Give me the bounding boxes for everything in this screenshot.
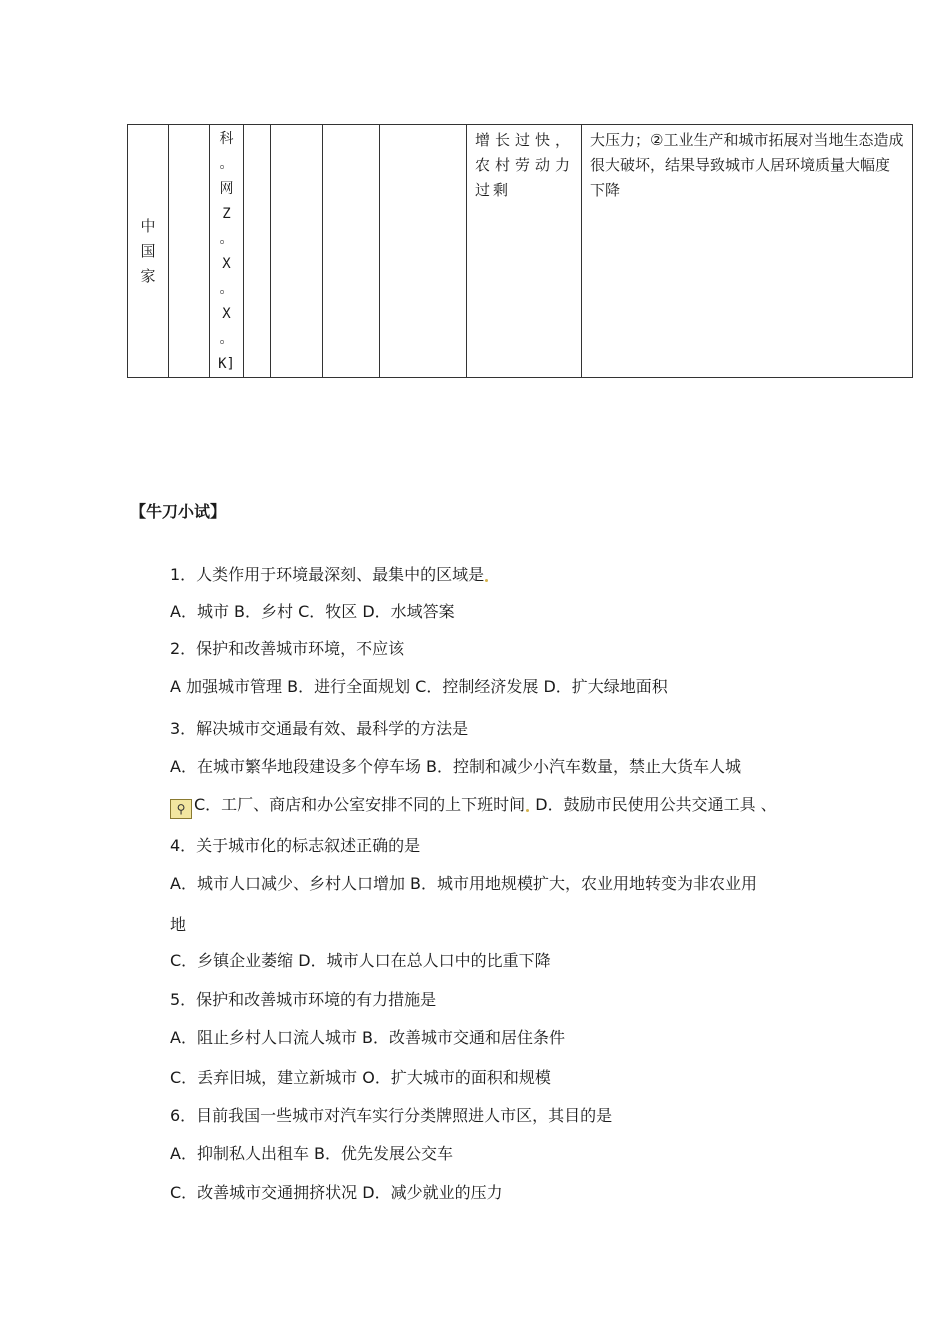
vertical-char: 科 (219, 131, 234, 147)
vertical-char: 网 (219, 181, 234, 197)
vertical-text-cell (210, 125, 244, 378)
country-cell (128, 125, 169, 378)
question-4-options-cd: C．乡镇企业萎缩 D．城市人口在总人口中的比重下降 (170, 951, 551, 970)
question-3-options-cd: ⚲ C．工厂、商店和办公室安排不同的上下班时间 D．鼓励市民使用公共交通工具 、 (170, 792, 777, 819)
question-2-options: A 加强城市管理 B．进行全面规划 C．控制经济发展 D．扩大绿地面积 (170, 677, 668, 696)
vertical-char: 。 (219, 156, 234, 172)
question-4: 4．关于城市化的标志叙述正确的是 (170, 836, 421, 855)
cause-cell: 增长过快，农村劳动力过剩 (467, 125, 582, 378)
question-6-options-cd: C．改善城市交通拥挤状况 D．减少就业的压力 (170, 1183, 503, 1202)
question-6-options-ab: A．抑制私人出租车 B．优先发展公交车 (170, 1144, 454, 1163)
empty-cell (169, 125, 210, 378)
question-1: 1．人类作用于环境最深刻、最集中的区域是 (170, 562, 489, 585)
vertical-char: 。 (219, 281, 234, 297)
question-1-options: A．城市 B．乡村 C．牧区 D．水域答案 (170, 602, 455, 621)
empty-cell (380, 125, 467, 378)
vertical-char: 。 (219, 231, 234, 247)
question-6: 6．目前我国一些城市对汽车实行分类牌照进人市区，其目的是 (170, 1106, 613, 1125)
question-2: 2．保护和改善城市环境，不应该 (170, 639, 405, 658)
country-char: 国 (140, 241, 156, 260)
empty-cell (323, 125, 380, 378)
embedded-object-icon: ⚲ (170, 799, 192, 819)
question-4-options-ab: A．城市人口减少、乡村人口增加 B．城市用地规模扩大，农业用地转变为非农业用 (170, 874, 758, 893)
vertical-char: K] (218, 356, 235, 372)
country-char: 家 (140, 266, 156, 285)
vertical-char: Z (222, 206, 231, 222)
vertical-char: X (222, 256, 231, 272)
question-3-options-ab: A．在城市繁华地段建设多个停车场 B．控制和减少小汽车数量，禁止大货车人城 (170, 757, 742, 776)
country-char: 中 (140, 216, 156, 235)
question-5-options-ab: A．阻止乡村人口流人城市 B．改善城市交通和居住条件 (170, 1028, 566, 1047)
effect-cell: 大压力；②工业生产和城市拓展对当地生态造成很大破坏，结果导致城市人居环境质量大幅度下降 (582, 125, 913, 378)
empty-cell (271, 125, 323, 378)
question-4-options-ab-cont: 地 (170, 915, 187, 934)
question-3: 3．解决城市交通最有效、最科学的方法是 (170, 719, 469, 738)
data-table (127, 124, 913, 378)
question-5-options-cd: C．丢弃旧城，建立新城市 O．扩大城市的面积和规模 (170, 1068, 551, 1087)
section-title: 【牛刀小试】 (130, 502, 227, 521)
empty-cell (244, 125, 271, 378)
vertical-char: X (222, 306, 231, 322)
question-5: 5．保护和改善城市环境的有力措施是 (170, 990, 437, 1009)
vertical-char: 。 (219, 331, 234, 347)
